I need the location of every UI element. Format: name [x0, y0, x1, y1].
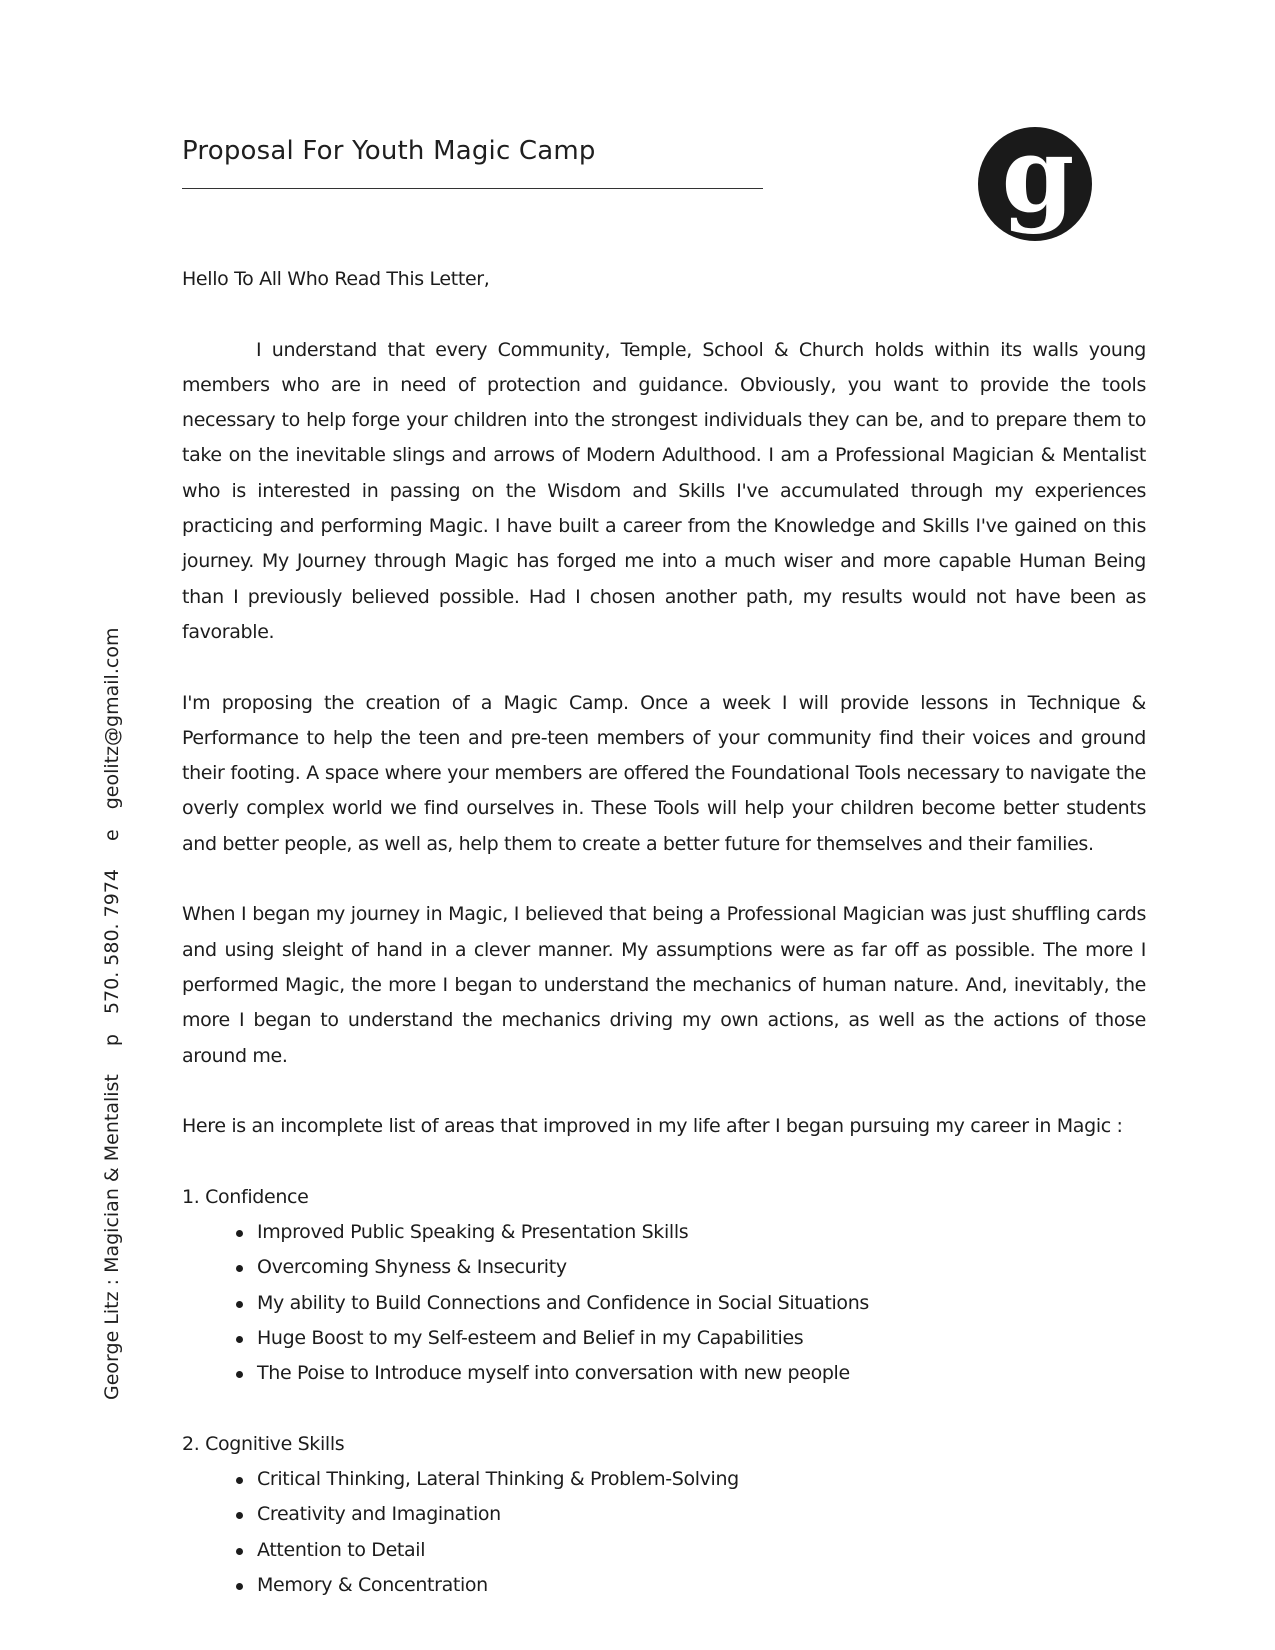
- contact-sidebar: [100, 500, 124, 1400]
- page-title: Proposal For Youth Magic Camp: [182, 136, 596, 166]
- list-item: Overcoming Shyness & Insecurity: [182, 1250, 1146, 1285]
- paragraph-proposal: I'm proposing the creation of a Magic Camp. Once a week I will provide lessons in Technique & Performance to help the teen and pre-teen members of your community find their voices and ground their footing. A space where your members are offered the Foundational Tools necessary to navigate the overly complex world we find ourselves in. These Tools will help your children become better students and better people, as well as, help them to create a better future for themselves and their families.: [182, 691, 1146, 855]
- author-name: George Litz : Magician & Mentalist: [101, 1074, 123, 1400]
- list-item: Attention to Detail: [182, 1533, 1146, 1568]
- email-address: geolitz@gmail.com: [101, 627, 123, 810]
- title-underline: [182, 188, 763, 189]
- salutation: Hello To All Who Read This Letter,: [182, 268, 490, 290]
- email-label: e: [101, 829, 123, 841]
- list-item: Memory & Concentration: [182, 1568, 1146, 1603]
- confidence-list: [182, 1215, 1146, 1391]
- list-heading-confidence: 1. Confidence: [182, 1185, 309, 1208]
- letter-body: [182, 262, 1146, 1639]
- paragraph-list-intro: Here is an incomplete list of areas that improved in my life after I began pursuing my career in Magic :: [182, 1115, 1123, 1138]
- cognitive-list: [182, 1462, 1146, 1603]
- list-item: The Poise to Introduce myself into conversation with new people: [182, 1356, 1146, 1391]
- paragraph-journey: When I began my journey in Magic, I believed that being a Professional Magician was just shuffling cards and using sleight of hand in a clever manner. My assumptions were as far off as possible. The more I performed Magic, the more I began to understand the mechanics of human nature. And, inevitably, the more I began to understand the mechanics driving my own actions, as well as the actions of those around me.: [182, 903, 1146, 1067]
- list-item: My ability to Build Connections and Confidence in Social Situations: [182, 1286, 1146, 1321]
- g-logo-icon: [976, 125, 1094, 243]
- logo-letter: g: [1001, 125, 1075, 236]
- list-heading-cognitive: 2. Cognitive Skills: [182, 1432, 345, 1455]
- phone-number: 570. 580. 7974: [101, 869, 123, 1015]
- list-item: Critical Thinking, Lateral Thinking & Problem-Solving: [182, 1462, 1146, 1497]
- paragraph-intro: I understand that every Community, Temple, School & Church holds within its walls young members who are in need of protection and guidance. Obviously, you want to provide the tools necessary to help forge your children into the strongest individuals they can be, and to prepare them to take on the inevitable slings and arrows of Modern Adulthood. I am a Professional Magician & Mentalist who is interested in passing on the Wisdom and Skills I've accumulated through my experiences practicing and performing Magic. I have built a career from the Knowledge and Skills I've gained on this journey. My Journey through Magic has forged me into a much wiser and more capable Human Being than I previously believed possible. Had I chosen another path, my results would not have been as favorable.: [182, 338, 1146, 643]
- list-item: Huge Boost to my Self-esteem and Belief in my Capabilities: [182, 1321, 1146, 1356]
- phone-label: p: [101, 1034, 123, 1047]
- list-item: Creativity and Imagination: [182, 1497, 1146, 1532]
- list-item: Improved Public Speaking & Presentation Skills: [182, 1215, 1146, 1250]
